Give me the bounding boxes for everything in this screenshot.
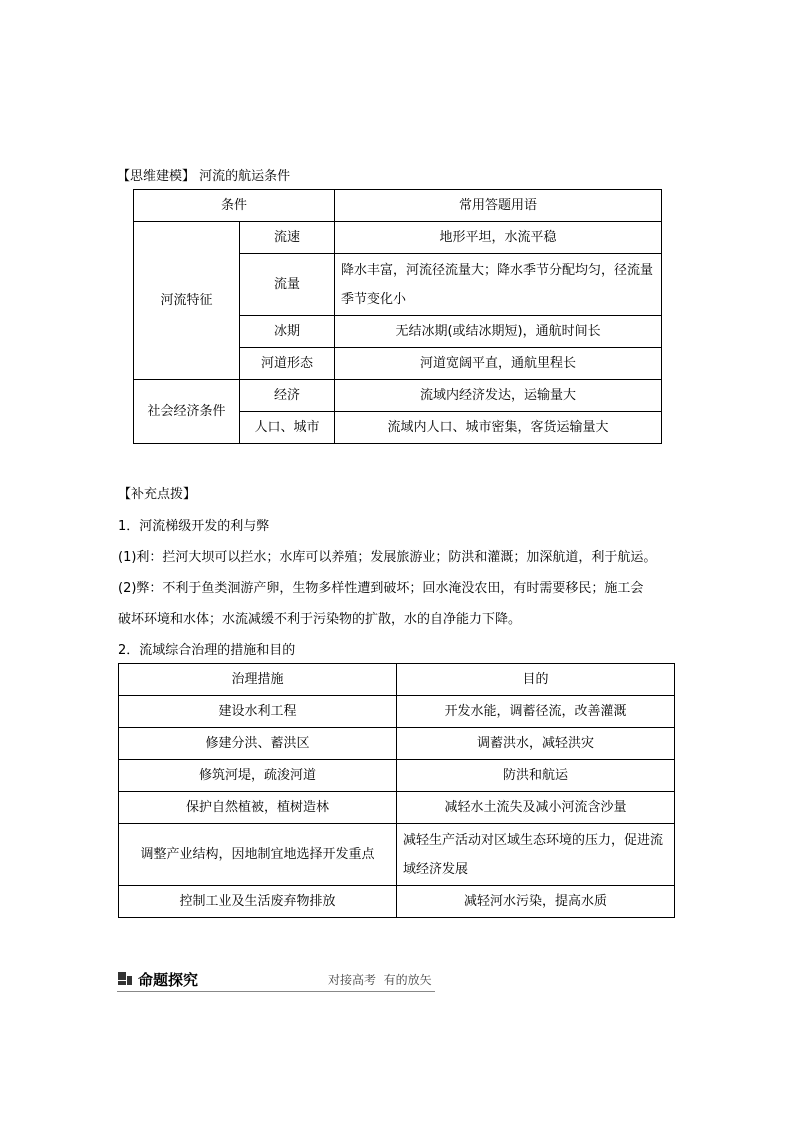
measure-cell: 控制工业及生活废弃物排放 <box>119 886 397 918</box>
section-block-icon <box>118 972 131 985</box>
purpose-cell: 减轻水土流失及减小河流含沙量 <box>397 792 675 824</box>
measure-cell: 修筑河堤，疏浚河道 <box>119 760 397 792</box>
footer-divider <box>117 991 435 992</box>
row-text: 降水丰富，河流径流量大；降水季节分配均匀，径流量季节变化小 <box>335 254 662 316</box>
row-text: 河道宽阔平直，通航里程长 <box>335 348 662 380</box>
item1-cons-line2: 破坏环境和水体；水流减缓不利于污染物的扩散，水的自净能力下降。 <box>118 612 522 627</box>
purpose-cell: 减轻生产活动对区域生态环境的压力，促进流域经济发展 <box>397 824 675 886</box>
row-text: 地形平坦，水流平稳 <box>335 222 662 254</box>
purpose-cell: 防洪和航运 <box>397 760 675 792</box>
header-purpose: 目的 <box>397 664 675 696</box>
measure-cell: 调整产业结构，因地制宜地选择开发重点 <box>119 824 397 886</box>
item1-cons-line1: (2)弊：不利于鱼类洄游产卵，生物多样性遭到破坏；回水淹没农田，有时需要移民；施工会 <box>118 581 644 596</box>
footer-section-title: 命题探究 <box>138 971 199 989</box>
item1-pros: (1)利：拦河大坝可以拦水；水库可以养殖；发展旅游业；防洪和灌溉；加深航道，利于航运。 <box>118 550 657 565</box>
basin-governance-table <box>118 663 675 918</box>
row-item: 经济 <box>240 380 335 412</box>
item2-title: 2．流域综合治理的措施和目的 <box>118 643 296 658</box>
group-socioeconomic: 社会经济条件 <box>134 380 240 444</box>
measure-cell: 建设水利工程 <box>119 696 397 728</box>
navigation-conditions-table <box>133 189 662 444</box>
measure-cell: 保护自然植被，植树造林 <box>119 792 397 824</box>
row-text: 无结冰期(或结冰期短)，通航时间长 <box>335 316 662 348</box>
row-text: 流域内经济发达，运输量大 <box>335 380 662 412</box>
row-item: 冰期 <box>240 316 335 348</box>
row-item: 人口、城市 <box>240 412 335 444</box>
row-item: 河道形态 <box>240 348 335 380</box>
footer-slogan: 对接高考 有的放矢 <box>328 973 432 987</box>
measure-cell: 修建分洪、蓄洪区 <box>119 728 397 760</box>
header-answer-terms: 常用答题用语 <box>335 190 662 222</box>
purpose-cell: 开发水能，调蓄径流，改善灌溉 <box>397 696 675 728</box>
header-measure: 治理措施 <box>119 664 397 696</box>
purpose-cell: 调蓄洪水，减轻洪灾 <box>397 728 675 760</box>
purpose-cell: 减轻河水污染，提高水质 <box>397 886 675 918</box>
row-item: 流量 <box>240 254 335 316</box>
header-condition: 条件 <box>134 190 335 222</box>
item1-title: 1．河流梯级开发的利与弊 <box>118 519 270 534</box>
model-section-title: 【思维建模】 河流的航运条件 <box>117 169 291 184</box>
supplement-title: 【补充点拨】 <box>118 487 197 502</box>
group-river-features: 河流特征 <box>134 222 240 380</box>
row-text: 流域内人口、城市密集，客货运输量大 <box>335 412 662 444</box>
row-item: 流速 <box>240 222 335 254</box>
